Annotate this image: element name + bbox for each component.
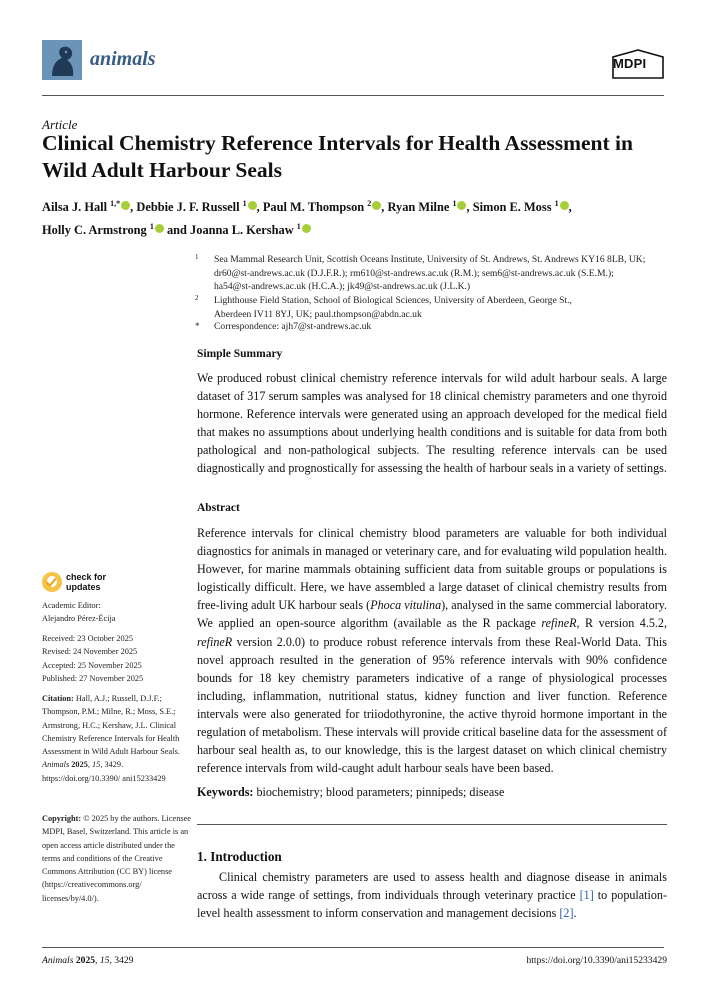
simple-summary-heading: Simple Summary <box>197 348 283 360</box>
author-name[interactable]: Holly C. Armstrong <box>42 223 147 238</box>
correspondence: * Correspondence: ajh7@st-andrews.ac.uk <box>195 321 372 332</box>
author-name[interactable]: Paul M. Thompson <box>262 200 365 215</box>
check-for-updates-icon[interactable] <box>42 572 62 592</box>
academic-editor: Academic Editor: Alejandro Pérez-Écija <box>42 601 116 624</box>
journal-name: animals <box>90 48 156 70</box>
abstract-text: Reference intervals for clinical chemistry blood parameters are valuable for both individual diagnostics for animals in managed or veterinary care, and for evaluating wild population health. However, for marine mammals obtaining sufficient data from suitable groups or populations is logistically difficult. Here, we have assembled a large dataset of clinical chemistry results from free-living adult UK harbour seals (Phoca vitulina), analysed in the same commercial laboratory. We applied an open-source algorithm (available as the R package refineR, R version 4.5.2, refineR version 2.0.0) to produce robust reference intervals from these Real-World Data. This novel approach resulted in the generation of 95% reference intervals with 90% confidence bounds for 18 key chemistry parameters indicative of a range of physiological processes including, inflammation, nutritional status, kidney function and liver function. Reference intervals were also generated for triiodothyronine, the active thyroid hormone important in the regulation of metabolism. These intervals will provide critical baseline data for the assessment of harbour seal health as, to our knowledge, this is the largest dataset on which clinical chemistry reference intervals from wild-caught adult harbour seals have been based. <box>197 526 667 776</box>
orcid-icon[interactable] <box>457 201 466 210</box>
orcid-icon[interactable] <box>121 201 130 210</box>
author-list: Ailsa J. Hall $^{1,*}$ , Debbie J. F. Russell $^1$ , Paul M. Thompson $^2$ , Ryan Milne $^1$ , Simon E. Moss $^1$ , Holly C. Armstrong $^1$ and Joanna L. Kershaw $^1$ <box>42 199 572 238</box>
citation-link[interactable]: [1] <box>579 888 594 902</box>
author-name[interactable]: Ryan Milne <box>387 200 450 215</box>
footer-divider <box>42 947 664 948</box>
introduction-text: Clinical chemistry parameters are used to assess health and diagnose disease in animals across a wide range of settings, from individuals through veterinary practice [1] to population-level health assessment to inform conservation and management decisions [2]. <box>197 870 667 920</box>
orcid-icon[interactable] <box>560 201 569 210</box>
orcid-icon[interactable] <box>248 201 257 210</box>
affiliation-2: 2 Lighthouse Field Station, School of Biological Sciences, University of Aberdeen, George St., Aberdeen IV11 8YJ, UK; paul.thompson@abdn.ac.uk <box>195 294 572 320</box>
section-divider <box>197 824 667 825</box>
copyright-block: Copyright: © 2025 by the authors. Licensee MDPI, Basel, Switzerland. This article is an open access article distributed under the terms and conditions of the Creative Commons Attribution (CC BY) license (https://creativecommons.org/ licenses/by/4.0/). <box>42 814 191 903</box>
publisher-name: MDPI <box>613 56 647 71</box>
orcid-icon[interactable] <box>302 224 311 233</box>
affiliation-1: 1 Sea Mammal Research Unit, Scottish Oceans Institute, University of St. Andrews, St. Andrews KY16 8LB, UK; dr60@st-andrews.ac.uk (D.J.F.R.); rm610@st-andrews.ac.uk (R.M.); sem6@st-andrews.ac.uk (S.E.M.); ha54@st-andrews.ac.uk (H.C.A.); jk49@st-andrews.ac.uk (J.L.K.) <box>195 253 646 292</box>
citation-link[interactable]: [2] <box>559 906 574 920</box>
orcid-icon[interactable] <box>372 201 381 210</box>
journal-logo <box>42 40 82 80</box>
introduction-heading: 1. Introduction <box>197 849 282 864</box>
abstract-heading: Abstract <box>197 502 240 514</box>
check-for-updates-label[interactable]: check for updates <box>66 572 107 592</box>
author-name[interactable]: Simon E. Moss <box>472 200 552 215</box>
ape-logo-icon <box>42 40 82 80</box>
citation-block: Citation: Hall, A.J.; Russell, D.J.F.; Thompson, P.M.; Milne, R.; Moss, S.E.; Armstrong, H.C.; Kershaw, J.L. Clinical Chemistry Reference Intervals for Health Assessment in Wild Adult Harbour Seals. Animals 2025, 15, 3429. https://doi.org/10.3390/ ani15233429 <box>42 694 180 783</box>
header-divider <box>42 95 664 96</box>
article-type: Article <box>42 117 78 132</box>
author-name[interactable]: Ailsa J. Hall <box>42 200 108 215</box>
author-name[interactable]: Joanna L. Kershaw <box>190 223 294 238</box>
author-name[interactable]: Debbie J. F. Russell <box>136 200 240 215</box>
publication-dates: Received: 23 October 2025 Revised: 24 November 2025 Accepted: 25 November 2025 Published: 27 November 2025 <box>42 634 144 683</box>
article-title: Clinical Chemistry Reference Intervals for Health Assessment in Wild Adult Harbour Seals <box>42 131 633 182</box>
simple-summary-text: We produced robust clinical chemistry reference intervals for wild adult harbour seals. A large dataset of 317 serum samples was analysed for 18 clinical chemistry parameters and one thyroid hormone. Reference intervals were generated using an approach developed for the medical field that makes no assumptions about underlying health conditions and is suitable for data from both pathological and non-pathological subjects. The resulting reference intervals can be used diagnostically and prognostically for assessing the health of harbour seals in a variety of settings. <box>197 371 667 476</box>
footer-doi-link[interactable]: https://doi.org/10.3390/ani15233429 <box>526 955 667 966</box>
orcid-icon[interactable] <box>155 224 164 233</box>
footer-citation: Animals 2025, 15, 3429 <box>42 955 134 966</box>
keywords: Keywords: biochemistry; blood parameters; pinnipeds; disease <box>197 785 505 799</box>
